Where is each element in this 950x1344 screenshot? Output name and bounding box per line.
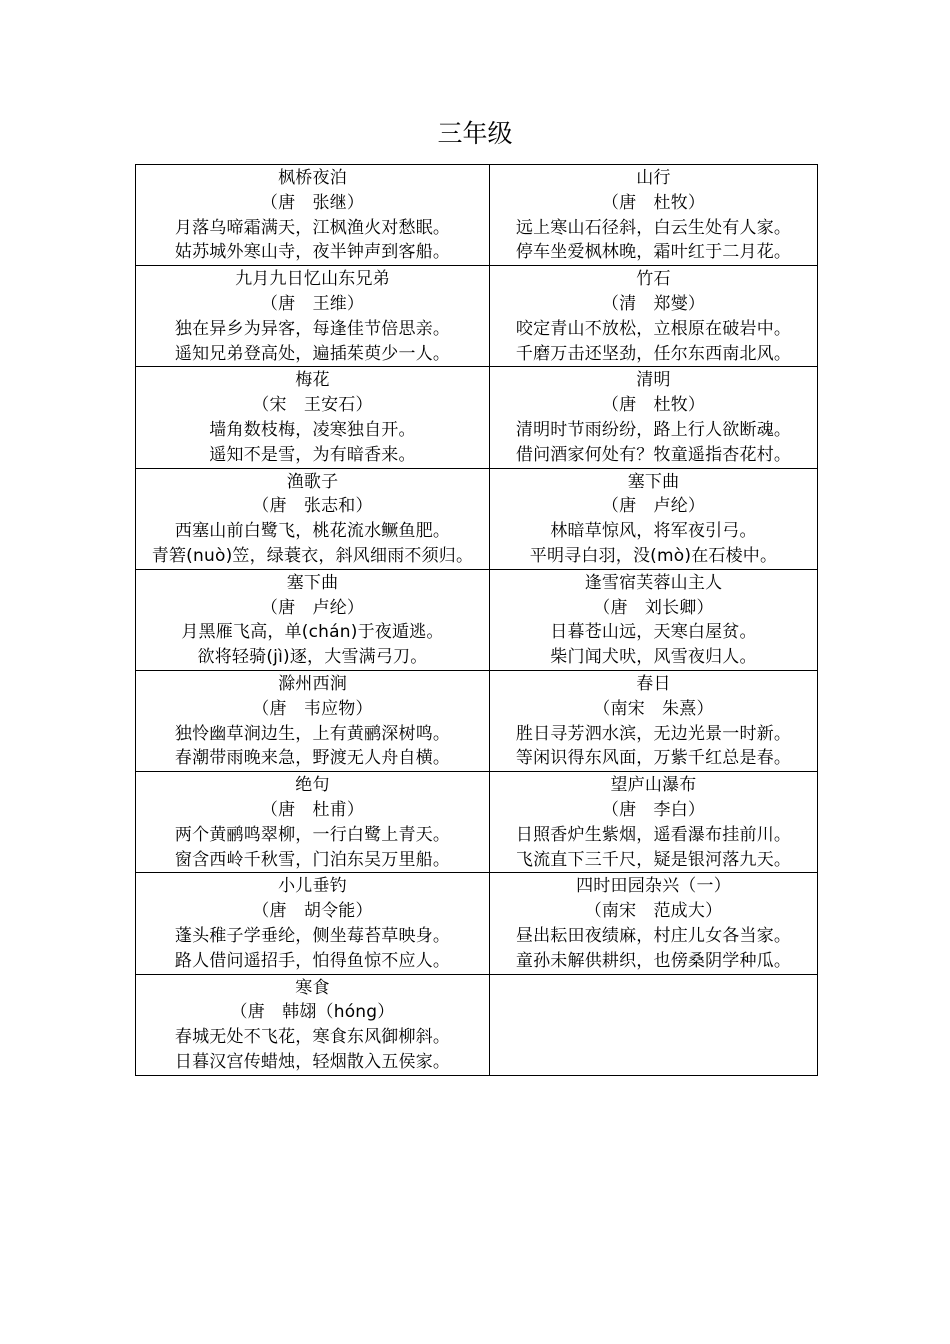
poem bbox=[136, 975, 489, 1075]
poem bbox=[490, 873, 817, 973]
poem-cell bbox=[490, 367, 818, 468]
poem-author: （唐 杜牧） bbox=[601, 192, 706, 213]
poem-line: 停车坐爱枫林晚，霜叶红于二月花。 bbox=[515, 242, 792, 263]
empty-cell bbox=[490, 974, 818, 1075]
poem-author: （唐 刘长卿） bbox=[593, 597, 714, 618]
poem-author: （唐 杜甫） bbox=[260, 799, 365, 820]
poem-title: 逢雪宿芙蓉山主人 bbox=[584, 572, 723, 593]
poem-line: 千磨万击还坚劲，任尔东西南北风。 bbox=[515, 343, 792, 364]
poem-line: 青箬(nuò)笠，绿蓑衣，斜风细雨不须归。 bbox=[151, 545, 474, 566]
poem-line: 日暮汉宫传蜡烛，轻烟散入五侯家。 bbox=[174, 1051, 451, 1072]
poem bbox=[490, 671, 817, 771]
poem-line: 西塞山前白鹭飞，桃花流水鳜鱼肥。 bbox=[174, 521, 451, 542]
poem bbox=[136, 469, 489, 569]
poem-author: （唐 张志和） bbox=[252, 496, 373, 517]
poem-line: 平明寻白羽，没(mò)在石棱中。 bbox=[529, 545, 778, 566]
poem-row bbox=[136, 165, 818, 266]
poem-cell bbox=[136, 873, 490, 974]
poem-line: 独在异乡为异客，每逢佳节倍思亲。 bbox=[174, 318, 451, 339]
poem-cell bbox=[136, 468, 490, 569]
poem-cell bbox=[136, 367, 490, 468]
poem-title: 春日 bbox=[636, 673, 671, 694]
poem-line: 清明时节雨纷纷，路上行人欲断魂。 bbox=[515, 419, 792, 440]
poem-author: （唐 杜牧） bbox=[601, 395, 706, 416]
poem-line: 姑苏城外寒山寺，夜半钟声到客船。 bbox=[174, 242, 451, 263]
poem-author: （唐 韩翃（hóng） bbox=[230, 1002, 395, 1023]
poem-line: 咬定青山不放松，立根原在破岩中。 bbox=[515, 318, 792, 339]
poem-author: （唐 卢纶） bbox=[601, 496, 706, 517]
poem-row bbox=[136, 873, 818, 974]
poem-cell bbox=[490, 468, 818, 569]
poem-line: 林暗草惊风，将军夜引弓。 bbox=[550, 521, 757, 542]
poem-author: （唐 胡令能） bbox=[252, 901, 373, 922]
poem-line: 蓬头稚子学垂纶，侧坐莓苔草映身。 bbox=[174, 925, 451, 946]
poem-line: 日照香炉生紫烟，遥看瀑布挂前川。 bbox=[515, 824, 792, 845]
poem-line: 童孙未解供耕织，也傍桑阴学种瓜。 bbox=[515, 950, 792, 971]
poem-line: 春潮带雨晚来急，野渡无人舟自横。 bbox=[174, 748, 451, 769]
poem-row bbox=[136, 974, 818, 1075]
poem-cell bbox=[490, 266, 818, 367]
poem-author: （唐 卢纶） bbox=[260, 597, 365, 618]
poem-title: 清明 bbox=[636, 370, 671, 391]
poem-line: 远上寒山石径斜，白云生处有人家。 bbox=[515, 217, 792, 238]
poem bbox=[490, 165, 817, 265]
poem-line: 遥知不是雪，为有暗香来。 bbox=[209, 444, 416, 465]
poem-line: 等闲识得东风面，万紫千红总是春。 bbox=[515, 748, 792, 769]
poem-title: 滁州西涧 bbox=[278, 673, 347, 694]
poem-title: 枫桥夜泊 bbox=[278, 168, 347, 188]
poem-author: （唐 张继） bbox=[260, 192, 365, 213]
poem-row bbox=[136, 468, 818, 569]
poem-line: 窗含西岭千秋雪，门泊东吴万里船。 bbox=[174, 849, 451, 870]
poem-author: （清 郑燮） bbox=[601, 293, 706, 314]
poem-author: （唐 李白） bbox=[601, 799, 706, 820]
poem-table-body bbox=[136, 165, 818, 1076]
poem-line: 昼出耘田夜绩麻，村庄儿女各当家。 bbox=[515, 925, 792, 946]
poem-line: 日暮苍山远，天寒白屋贫。 bbox=[550, 622, 757, 643]
poem-line: 借问酒家何处有？牧童遥指杏花村。 bbox=[515, 444, 792, 465]
poem-row bbox=[136, 772, 818, 873]
poem-line: 墙角数枝梅，凌寒独自开。 bbox=[209, 419, 416, 440]
page-title: 三年级 bbox=[437, 119, 513, 148]
poem-line: 胜日寻芳泗水滨，无边光景一时新。 bbox=[515, 723, 792, 744]
poem-cell bbox=[490, 165, 818, 266]
poem-title: 小儿垂钓 bbox=[278, 876, 347, 897]
poem-title: 梅花 bbox=[295, 370, 330, 391]
poem-line: 月落乌啼霜满天，江枫渔火对愁眠。 bbox=[174, 217, 451, 238]
poem-author: （唐 韦应物） bbox=[252, 698, 373, 719]
poem bbox=[490, 570, 817, 670]
poem-cell bbox=[136, 670, 490, 771]
poem-line: 遥知兄弟登高处，遍插茱萸少一人。 bbox=[174, 343, 451, 364]
poem-row bbox=[136, 367, 818, 468]
poem-line: 春城无处不飞花，寒食东风御柳斜。 bbox=[174, 1027, 451, 1048]
poem-cell bbox=[490, 670, 818, 771]
poem-title: 塞下曲 bbox=[286, 572, 339, 593]
poem-author: （唐 王维） bbox=[260, 293, 365, 314]
poem-line: 欲将轻骑(jì)逐，大雪满弓刀。 bbox=[197, 647, 428, 668]
poem bbox=[136, 367, 489, 467]
poem-cell bbox=[490, 772, 818, 873]
poem-title: 四时田园杂兴（一） bbox=[576, 876, 731, 897]
poem-cell bbox=[136, 266, 490, 367]
poem-table bbox=[135, 164, 818, 1076]
poem-title: 绝句 bbox=[295, 775, 330, 796]
poem-row bbox=[136, 266, 818, 367]
poem-line: 柴门闻犬吠，风雪夜归人。 bbox=[550, 647, 757, 668]
poem-author: （南宋 范成大） bbox=[584, 901, 723, 922]
poem-cell bbox=[136, 772, 490, 873]
poem-title: 寒食 bbox=[295, 977, 330, 998]
poem bbox=[136, 266, 489, 366]
poem bbox=[490, 266, 817, 366]
poem-cell bbox=[136, 974, 490, 1075]
poem-title: 山行 bbox=[636, 168, 671, 188]
poem-cell bbox=[490, 569, 818, 670]
poem-author: （宋 王安石） bbox=[252, 395, 373, 416]
poem-title: 渔歌子 bbox=[286, 471, 339, 492]
poem-title: 九月九日忆山东兄弟 bbox=[235, 269, 390, 290]
poem bbox=[136, 873, 489, 973]
poem bbox=[136, 165, 489, 265]
poem-line: 月黑雁飞高，单(chán)于夜遁逃。 bbox=[181, 622, 444, 643]
poem-line: 飞流直下三千尺，疑是银河落九天。 bbox=[515, 849, 792, 870]
poem-title: 望庐山瀑布 bbox=[610, 775, 697, 796]
poem-title: 竹石 bbox=[636, 269, 671, 290]
poem-cell bbox=[136, 569, 490, 670]
poem-cell bbox=[490, 873, 818, 974]
poem bbox=[490, 367, 817, 467]
poem-author: （南宋 朱熹） bbox=[593, 698, 714, 719]
poem-line: 路人借问遥招手，怕得鱼惊不应人。 bbox=[174, 950, 451, 971]
poem bbox=[136, 570, 489, 670]
poem bbox=[136, 671, 489, 771]
poem bbox=[490, 772, 817, 872]
poem-title: 塞下曲 bbox=[627, 471, 680, 492]
poem-line: 两个黄鹂鸣翠柳，一行白鹭上青天。 bbox=[174, 824, 451, 845]
poem bbox=[136, 772, 489, 872]
poem-row bbox=[136, 670, 818, 771]
poem bbox=[490, 469, 817, 569]
poem-row bbox=[136, 569, 818, 670]
poem-cell bbox=[136, 165, 490, 266]
poem-line: 独怜幽草涧边生，上有黄鹂深树鸣。 bbox=[174, 723, 451, 744]
